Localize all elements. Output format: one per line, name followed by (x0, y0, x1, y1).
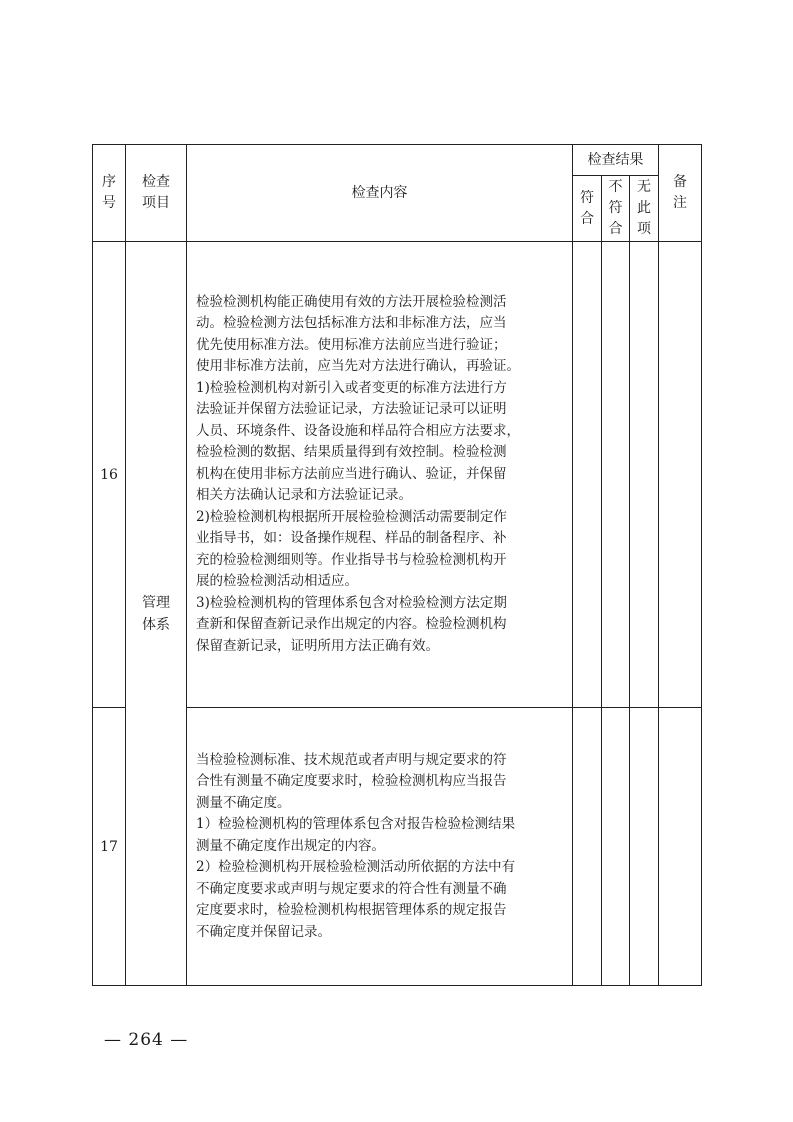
content-line: 定度要求时，检验检测机构根据管理体系的规定报告 (196, 902, 507, 919)
row-number: 16 (93, 242, 126, 708)
content-line: 合性有测量不确定度要求时，检验检测机构应当报告 (196, 773, 507, 790)
category-cell: 管理 体系 (126, 242, 187, 986)
content-cell (187, 242, 573, 708)
content-line: 不确定度并保留记录。 (196, 923, 331, 940)
header-conform: 符 合 (573, 176, 602, 242)
content-line: 保留查新记录，证明所用方法正确有效。 (196, 637, 439, 654)
content-line: 1)检验检测机构对新引入或者变更的标准方法进行方 (196, 379, 507, 396)
row-number: 17 (93, 708, 126, 986)
content-line: 展的检验检测活动相适应。 (196, 573, 358, 590)
content-line: 相关方法确认记录和方法验证记录。 (196, 487, 412, 504)
header-result: 检查结果 (573, 145, 659, 176)
content-line: 检验检测机构能正确使用有效的方法开展检验检测活 (196, 293, 507, 310)
content-line: 法验证并保留方法验证记录，方法验证记录可以证明 (196, 401, 507, 418)
none-cell[interactable] (630, 242, 659, 708)
content-line: 当检验检测标准、技术规范或者声明与规定要求的符 (196, 751, 507, 768)
header-nonconform: 不 符 合 (602, 176, 630, 242)
conform-cell[interactable] (573, 708, 602, 986)
nonconform-cell[interactable] (602, 242, 630, 708)
content-line: 1）检验检测机构的管理体系包含对报告检验检测结果 (196, 816, 516, 833)
content-text (196, 750, 566, 944)
header-none: 无 此 项 (630, 176, 659, 242)
none-cell[interactable] (630, 708, 659, 986)
nonconform-cell[interactable] (602, 708, 630, 986)
header-content: 检查内容 (187, 145, 573, 242)
content-line: 人员、环境条件、设备设施和样品符合相应方法要求， (196, 422, 520, 439)
remark-cell[interactable] (659, 708, 702, 986)
content-line: 测量不确定度。 (196, 794, 291, 811)
content-line: 优先使用标准方法。使用标准方法前应当进行验证； (196, 336, 507, 353)
conform-cell[interactable] (573, 242, 602, 708)
content-line: 测量不确定度作出规定的内容。 (196, 837, 385, 854)
content-line: 检验检测的数据、结果质量得到有效控制。检验检测 (196, 444, 507, 461)
content-line: 不确定度要求或声明与规定要求的符合性有测量不确 (196, 880, 507, 897)
content-cell (187, 708, 573, 986)
content-line: 2）检验检测机构开展检验检测活动所依据的方法中有 (196, 859, 516, 876)
remark-cell[interactable] (659, 242, 702, 708)
header-row-top (93, 145, 702, 176)
inspection-table (92, 144, 702, 986)
page-number: — 264 — (104, 1030, 189, 1050)
content-line: 业指导书，如：设备操作规程、样品的制备程序、补 (196, 530, 507, 547)
content-line: 使用非标准方法前，应当先对方法进行确认，再验证。 (196, 358, 520, 375)
header-seq: 序 号 (93, 145, 126, 242)
content-line: 查新和保留查新记录作出规定的内容。检验检测机构 (196, 616, 507, 633)
content-line: 机构在使用非标方法前应当进行确认、验证，并保留 (196, 465, 507, 482)
header-remark: 备 注 (659, 145, 702, 242)
header-item: 检查 项目 (126, 145, 187, 242)
content-line: 动。检验检测方法包括标准方法和非标准方法，应当 (196, 315, 507, 332)
content-line: 充的检验检测细则等。作业指导书与检验检测机构开 (196, 551, 507, 568)
content-line: 2)检验检测机构根据所开展检验检测活动需要制定作 (196, 508, 507, 525)
table-row (93, 242, 702, 708)
content-text (196, 292, 566, 658)
content-line: 3)检验检测机构的管理体系包含对检验检测方法定期 (196, 594, 507, 611)
